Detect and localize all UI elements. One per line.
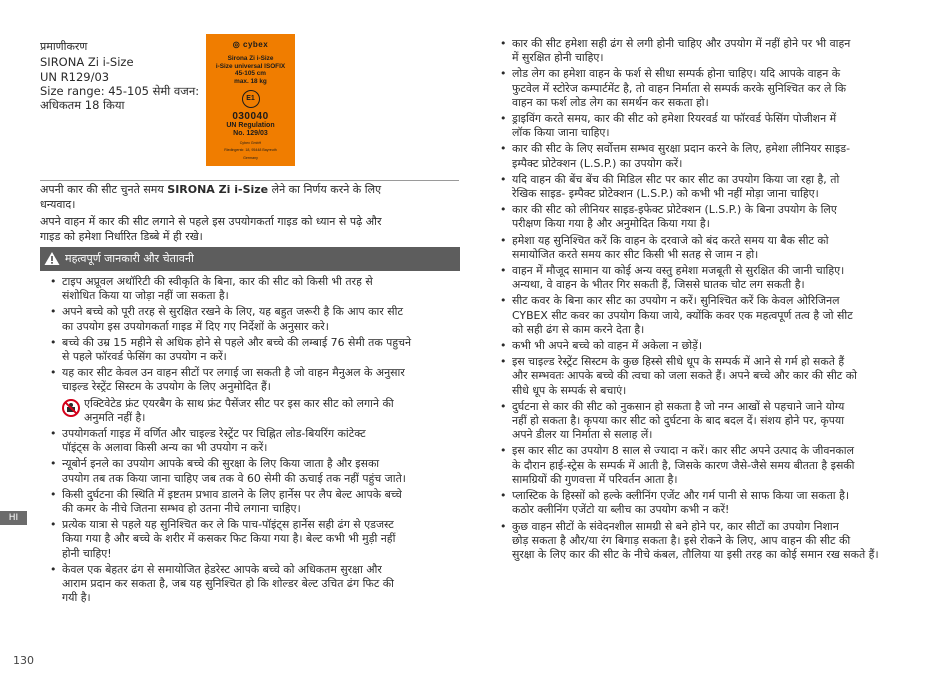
list-item: • किसी दुर्घटना की स्थिति में इष्टतम प्रभाव डालने के लिए हार्नेस पर लैप बेल्ट आपके बच्चे की कमर के नीचे जितना सम्भव हो उतना नीचे लगाना चाहिए। <box>50 487 402 516</box>
language-tab: HI <box>0 511 27 525</box>
approval-label <box>206 34 295 166</box>
left-warning-list <box>50 275 462 607</box>
certification-heading: प्रमाणीकरण <box>40 40 88 53</box>
list-item: • ड्राइविंग करते समय, कार की सीट को हमेशा रियरवर्ड या फॉरवर्ड फेसिंग पोजीशन में लॉक किया जाना चाहिए। <box>500 112 837 140</box>
list-item: • न्यूबोर्न इनले का उपयोग आपके बच्चे की सुरक्षा के लिए किया जाता है और इसका उपयोग तब तक किया जाना चाहिए जब तक वे 60 सेमी की ऊचाई तक नहीं पहुंच जाते। <box>50 457 406 485</box>
list-item: • इस चाइल्ड रेस्ट्रेंट सिस्टम के कुछ हिस्से सीधे धूप के सम्पर्क में आने से गर्म हो सकते हैं और सम्भवतः आपके बच्चे की त्वचा को जला सकते हैं। अपने बच्चे और कार की सीट को सीधे धूप के सम्पर्क से बचाएं। <box>500 355 857 397</box>
intro-text-d: धन्यवाद। <box>40 197 76 211</box>
intro-paragraph-1 <box>40 183 460 212</box>
e1-mark-icon: E1 <box>242 90 260 108</box>
list-item: • यदि वाहन की बेंच बेंच की मिडिल सीट पर कार सीट का उपयोग किया जा रहा है, तो रेखिक साइड- इम्पैक्ट प्रोटेक्शन (L.S.P.) को कभी भी नहीं मोड़ा जाना चाहिए। <box>500 172 840 201</box>
approval-number: 030040 <box>232 111 269 122</box>
list-item: • टाइप अप्रूवल अथॉरिटी की स्वीकृति के बिना, कार की सीट को किसी भी तरह से संशोधित किया या जोड़ा नहीं जा सकता है। <box>50 275 373 303</box>
list-item: • सीट कवर के बिना कार सीट का उपयोग न करें। सुनिश्चित करें कि केवल ओरिजिनल CYBEX सीट कवर का उपयोग किया जाये, क्योंकि कवर एक महत्वपूर्ण तत्व है जो सीट को सही ढंग से काम करने देता है। <box>500 294 853 336</box>
label-address-3: Germany <box>243 155 258 160</box>
intro-paragraph-2 <box>40 215 460 244</box>
label-line-2: i-Size universal ISOFIX <box>215 62 286 70</box>
list-item-airbag: एक्टिवेटेड फ्रंट एयरबैग के साथ फ्रंट पैसेंजर सीट पर इस कार सीट को लगाने की अनुमति नहीं है। <box>50 397 462 425</box>
list-item: • कार की सीट को लीनियर साइड-इफेक्ट प्रोटेक्शन (L.S.P.) के बिना उपयोग के लिए परीक्षण किया गया है और अनुमोदित किया गया है। <box>500 203 837 231</box>
label-line-1: Sirona Zi i-Size <box>227 55 274 62</box>
intro-product: SIRONA Zi i-Size <box>167 183 269 196</box>
page-number: 130 <box>13 654 34 667</box>
regulation-line-1: UN Regulation <box>226 122 275 129</box>
regulation-line-2: No. 129/03 <box>233 130 268 137</box>
list-item: • कुछ वाहन सीटों के संवेदनशील सामग्री से बने होने पर, कार सीटों का उपयोग निशान छोड़ सकता है और/या रंग बिगाड़ सकता है। इसे रोकने के लिए, आप वाहन की सीट की सुरक्षा के लिए कार की सीट के नीचे कंबल, तौलिया या इसी तरह का कोई समान रख सकते हैं। <box>500 519 879 561</box>
intro-line-1: अपने वाहन में कार की सीट लगाने से पहले इस उपयोगकर्ता गाइड को ध्यान से पढ़े और <box>40 215 382 228</box>
regulation-code: UN R129/03 <box>40 70 110 84</box>
list-item: • प्रत्येक यात्रा से पहले यह सुनिश्चित कर ले कि पाच-पॉइंट्स हार्नेस सही ढंग से एडजस्ट किया गया है और बच्चे के शरीर में कसकर फिट किया गया है। बेल्ट कभी भी मुड़ी नहीं होनी चाहिए! <box>50 518 396 560</box>
right-warning-list <box>500 37 912 564</box>
warning-triangle-icon <box>44 251 60 266</box>
list-item: • कार की सीट के लिए सर्वोत्तम सम्भव सुरक्षा प्रदान करने के लिए, हमेशा लीनियर साइड- इम्पैक्ट प्रोटेक्शन (L.S.P.) का उपयोग करें। <box>500 142 851 170</box>
label-address-2: Riedingerstr. 18, 95448 Bayreuth <box>224 148 277 153</box>
label-address-1: Cybex GmbH <box>239 141 262 145</box>
list-item: • प्लास्टिक के हिस्सों को हल्के क्लीनिंग एजेंट और गर्म पानी से साफ किया जा सकता है। कठोर क्लीनिंग एजेंटो या ब्लीच का उपयोग कभी न करें! <box>500 489 850 517</box>
section-divider <box>40 180 459 181</box>
max-weight: अधिकतम 18 किया <box>40 98 125 112</box>
cybex-logo: ◎ cybex <box>232 40 269 49</box>
warning-title: महत्वपूर्ण जानकारी और चेतावनी <box>65 252 194 265</box>
product-name: SIRONA Zi i-Size <box>40 55 134 69</box>
list-item: • वाहन में मौजूद सामान या कोई अन्य वस्तु हमेशा मजबूती से सुरक्षित की जानी चाहिए। अन्यथा, वे वाहन के भीतर गिर सकती हैं, जिससे घातक चोट लग सकती है। <box>500 264 845 292</box>
list-item: • इस कार सीट का उपयोग 8 साल से ज्यादा न करें। कार सीट अपने उत्पाद के जीवनकाल के दौरान हाई-स्ट्रेस के सम्पर्क में आती है, जिसके कारण जैसे-जैसे समय बीतता है इसकी सामग्रियों की गुणवत्ता में परिवर्तन आता है। <box>500 444 855 486</box>
intro-line-2: गाइड को हमेशा निर्धारित डिब्बे में ही रखे। <box>40 229 203 243</box>
list-item: • हमेशा यह सुनिश्चित करें कि वाहन के दरवाजे को बंद करते समय या बैक सीट को समायोजित करते समय कार सीट किसी भी सतह से जाम न हो। <box>500 233 829 261</box>
list-item: • यह कार सीट केवल उन वाहन सीटों पर लगाई जा सकती है जो वाहन मैनुअल के अनुसार चाइल्ड रेस्ट्रेंट सिस्टम के उपयोग के लिए अनुमोदित हैं। <box>50 366 405 394</box>
no-airbag-icon <box>62 399 80 417</box>
intro-text-c: लेने का निर्णय करने के लिए <box>268 183 382 196</box>
list-item: • कभी भी अपने बच्चे को वाहन में अकेला न छोड़ें। <box>500 339 703 353</box>
list-item: • कार की सीट हमेशा सही ढंग से लगी होनी चाहिए और उपयोग में नहीं होने पर भी वाहन में सुरक्षित होनी चाहिए। <box>500 37 851 65</box>
label-line-3: 45-105 cm <box>235 70 266 77</box>
label-line-4: max. 18 kg <box>234 77 267 85</box>
size-range: Size range: 45-105 सेमी वजन: <box>40 84 200 98</box>
list-item: • दुर्घटना से कार की सीट को नुकसान हो सकता है जो नग्न आखों से पहचाने जाने योग्य नहीं हो सकता है। कृपया कार सीट को दुर्घटना के बाद बदल दें। संशय होने पर, कृपया अपने डीलर या निर्माता से सलाह लें। <box>500 399 845 442</box>
intro-text-a: अपनी कार की सीट चुनते समय <box>40 183 168 196</box>
list-item: • लोड लेग का हमेशा वाहन के फर्श से सीधा सम्पर्क होना चाहिए। यदि आपके वाहन के फुटवेल में स्टोरेज कम्पार्टमेंट है, तो वाहन निर्माता से सम्पर्क करके सुनिश्चित कर ले कि वाहन का फर्श लोड लेग का समर्थन कर सकता हो। <box>500 67 847 109</box>
warning-header <box>40 247 460 271</box>
list-item: • बच्चे की उम्र 15 महीने से अधिक होने से पहले और बच्चे की लम्बाई 76 सेमी तक पहुचने से पहले फॉरवर्ड फेसिंग का उपयोग न करें। <box>50 335 412 364</box>
list-item: • अपने बच्चे को पूरी तरह से सुरक्षित रखने के लिए, यह बहुत जरूरी है कि आप कार सीट का उपयोग इस उपयोगकर्ता गाइड में दिए गए निर्देशों के अनुसार करे। <box>50 305 403 333</box>
list-item: • केवल एक बेहतर ढंग से समायोजित हेडरेस्ट आपके बच्चे को अधिकतम सुरक्षा और आराम प्रदान कर सकता है, जब यह सुनिश्चित हो कि शोल्डर बेल्ट उचित ढंग फिट की गयी है। <box>50 562 394 605</box>
list-item: • उपयोगकर्ता गाइड में वर्णित और चाइल्ड रेस्ट्रेंट पर चिह्नित लोड-बियरिंग कांटेक्ट पॉइंट्स के अलावा किसी अन्य का भी उपयोग न करें। <box>50 427 366 455</box>
